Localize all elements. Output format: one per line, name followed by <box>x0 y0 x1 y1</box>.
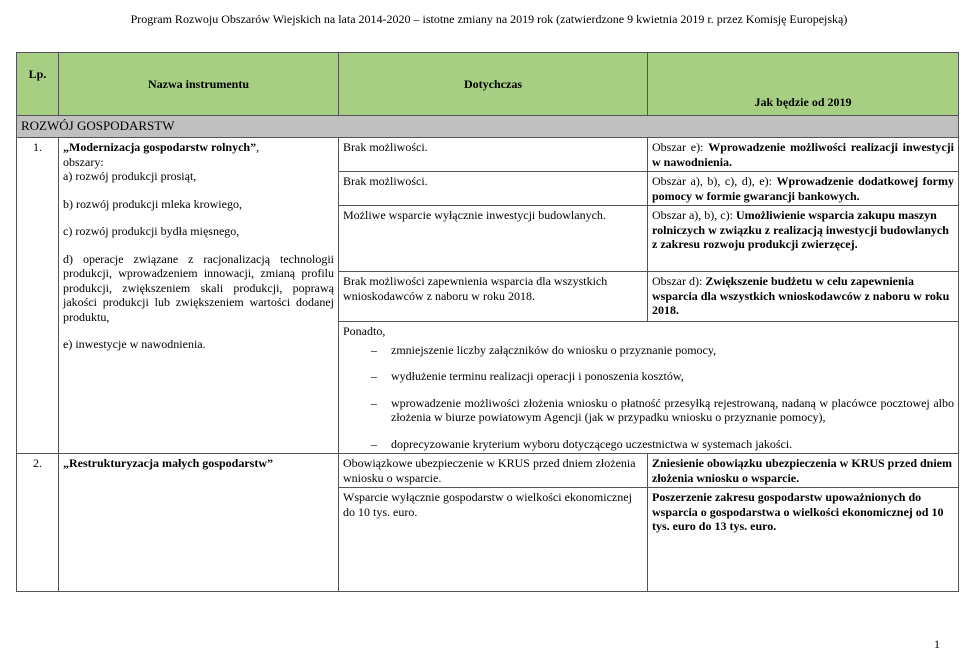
after-cell: Poszerzenie zakresu gospodarstw upoważnionych do wsparcia o gospodarstwa o wielkości ekonomicznej od 10 tys. euro do 13 tys. euro. <box>648 488 959 592</box>
after-text: Umożliwienie wsparcia zakupu maszyn rolniczych w związku z realizacją inwestycji budowlanych z zakresu rozwoju produkcji zwierzęcej. <box>652 208 949 251</box>
after-text: Zwiększenie budżetu w celu zapewnienia wsparcia dla wszystkich wnioskodawców z naboru w roku 2018. <box>652 274 950 317</box>
list-item: – wprowadzenie możliwości złożenia wniosku o płatność przesyłką rejestrowaną, nadaną w placówce pocztowej albo złożenia w biurze powiatowym Agencji (jak w przypadku wniosku o przyznanie pomocy), <box>371 395 954 424</box>
ponadto-label: Ponadto, <box>343 324 386 338</box>
list-item: – doprecyzowanie kryterium wyboru dotyczącego uczestnictwa w systemach jakości. <box>371 436 793 451</box>
after-cell <box>648 138 959 172</box>
header-before: Dotychczas <box>339 53 648 116</box>
list-item: – zmniejszenie liczby załączników do wniosku o przyznanie pomocy, <box>371 342 717 357</box>
ponadto-cell <box>339 322 959 454</box>
instrument-name: „Restrukturyzacja małych gospodarstw” <box>59 454 339 592</box>
instrument-name-suffix: , <box>256 140 260 154</box>
table-row <box>17 138 959 172</box>
instrument-name: „Modernizacja gospodarstw rolnych” <box>63 140 257 154</box>
after-text: Wprowadzenie dodatkowej formy pomocy w formie gwarancji bankowych. <box>652 174 955 203</box>
area-item: d) operacje związane z racjonalizacją technologii produkcji, wprowadzeniem innowacji, zmianą profilu produkcji, zwiększeniem skali produkcji, poprawą jakości produkcji lub zwiększeniem wartości dodanej produktu, <box>63 251 334 324</box>
before-cell: Brak możliwości zapewnienia wsparcia dla wszystkich wnioskodawców z naboru w roku 2018. <box>339 272 648 322</box>
header-name: Nazwa instrumentu <box>59 53 339 116</box>
dash-bullet: – <box>371 436 377 451</box>
area-prefix: Obszar d): <box>652 274 706 288</box>
table-header-row <box>17 53 959 116</box>
areas-label: obszary: <box>63 154 104 169</box>
area-item: c) rozwój produkcji bydła mięsnego, <box>63 224 240 238</box>
after-cell: Zniesienie obowiązku ubezpieczenia w KRUS przed dniem złożenia wniosku o wsparcie. <box>648 454 959 488</box>
before-cell: Brak możliwości. <box>339 138 648 172</box>
section-row <box>17 116 959 138</box>
table-row <box>17 454 959 488</box>
ponadto-list <box>343 343 954 452</box>
instrument-cell <box>59 138 339 454</box>
area-prefix: Obszar a), b), c): <box>652 208 736 222</box>
dash-bullet: – <box>371 369 377 383</box>
after-cell <box>648 172 959 206</box>
area-item: b) rozwój produkcji mleka krowiego, <box>63 196 242 211</box>
list-item: – wydłużenie terminu realizacji operacji i ponoszenia kosztów, <box>371 369 684 383</box>
before-cell: Obowiązkowe ubezpieczenie w KRUS przed dniem złożenia wniosku o wsparcie. <box>339 454 648 488</box>
before-cell: Brak możliwości. <box>339 172 648 206</box>
after-text: Wprowadzenie możliwości realizacji inwestycji w nawodnienia. <box>652 140 954 169</box>
header-after: Jak będzie od 2019 <box>648 53 959 116</box>
area-item: a) rozwój produkcji prosiąt, <box>63 169 197 183</box>
document-title: Program Rozwoju Obszarów Wiejskich na lata 2014-2020 – istotne zmiany na 2019 rok (zatwierdzone 9 kwietnia 2019 r. przez Komisję Europejską) <box>130 12 848 26</box>
row-number: 2. <box>17 454 59 592</box>
after-cell <box>648 206 959 272</box>
changes-table <box>16 52 959 592</box>
header-lp: Lp. <box>17 53 59 116</box>
before-cell: Wsparcie wyłącznie gospodarstw o wielkości ekonomicznej do 10 tys. euro. <box>339 488 648 592</box>
page-number: 1 <box>934 637 940 651</box>
area-prefix: Obszar e): <box>652 140 709 154</box>
area-item: e) inwestycje w nawodnienia. <box>63 337 206 351</box>
after-cell <box>648 272 959 322</box>
section-title: ROZWÓJ GOSPODARSTW <box>17 116 959 138</box>
dash-bullet: – <box>371 395 377 410</box>
dash-bullet: – <box>371 342 377 357</box>
row-number: 1. <box>17 138 59 454</box>
area-prefix: Obszar a), b), c), d), e): <box>652 174 777 188</box>
before-cell: Możliwe wsparcie wyłącznie inwestycji budowlanych. <box>339 206 648 272</box>
